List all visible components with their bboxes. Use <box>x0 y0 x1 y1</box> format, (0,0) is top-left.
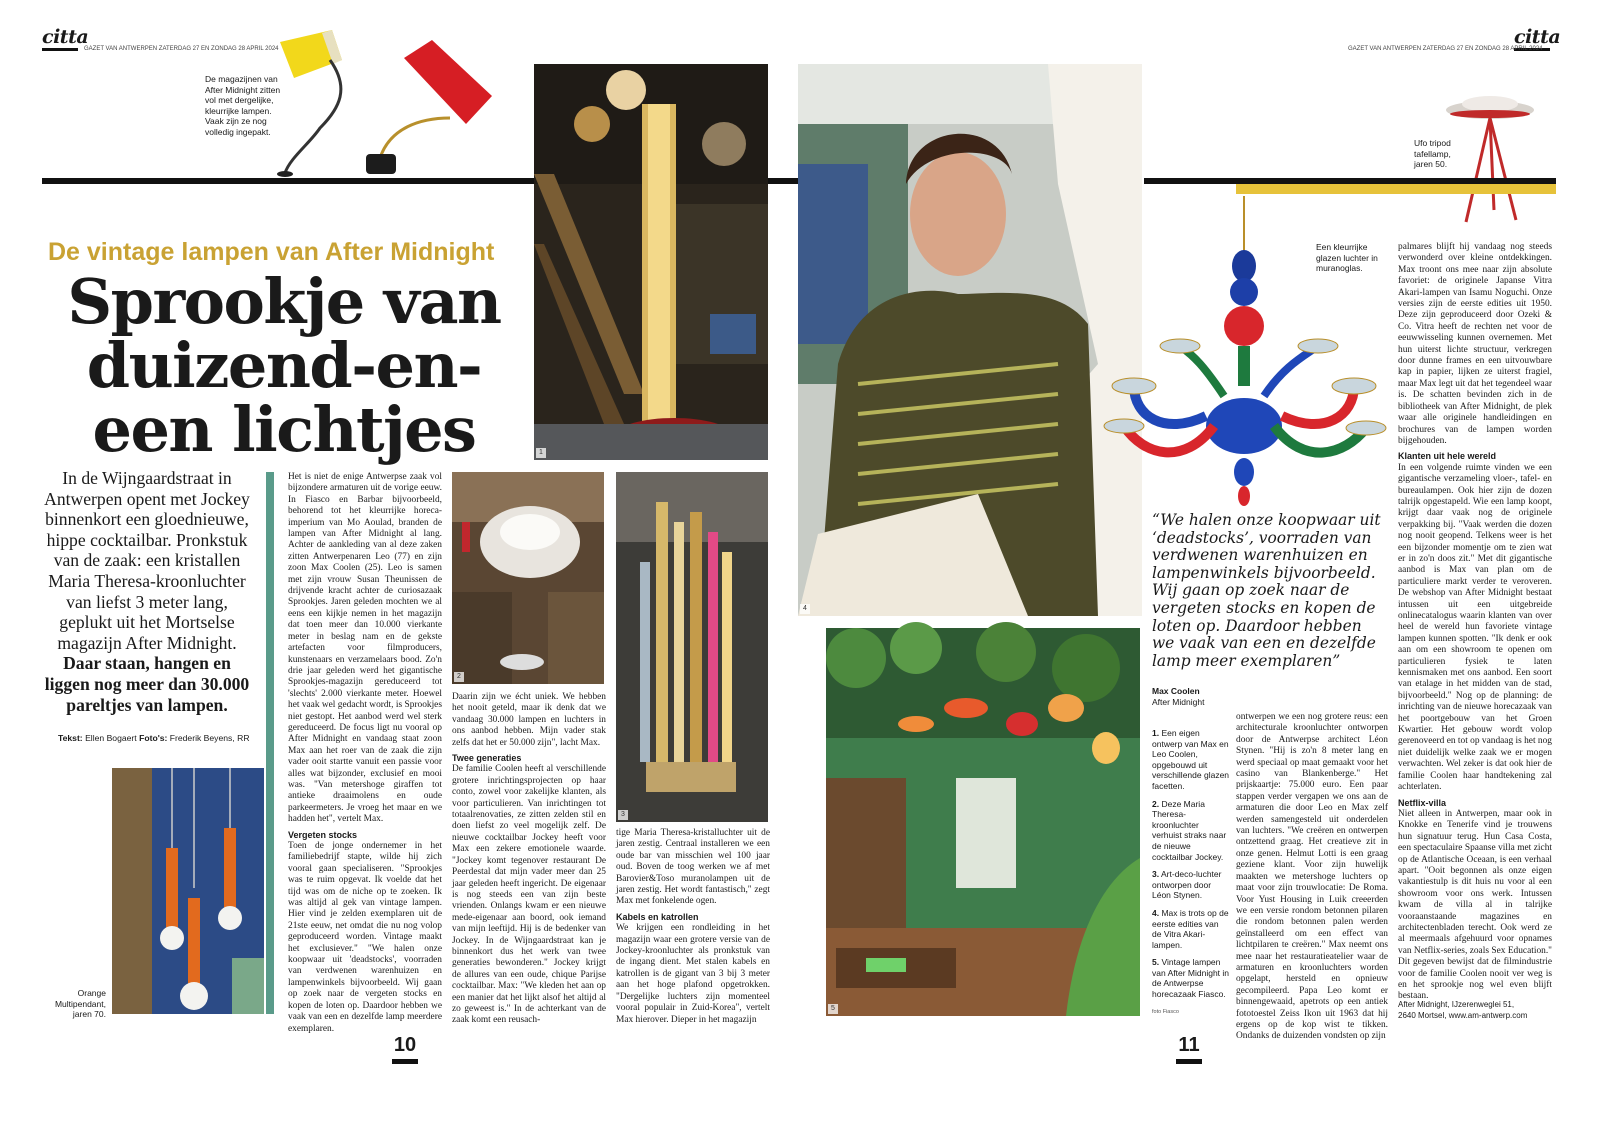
masthead-date-left: GAZET VAN ANTWERPEN ZATERDAG 27 EN ZONDAG 28 APRIL 2024 <box>84 46 279 52</box>
photo-1-warehouse-chandeliers <box>534 64 768 460</box>
legend-item-3: 3. Art-deco-luchter ontworpen door Léon Stynen. <box>1152 869 1222 901</box>
desk-lamps-illustration <box>270 28 500 178</box>
headline: Sprookje van duizend-en-een lichtjes <box>67 265 501 466</box>
legend-item-1: 1. Een eigen ontwerp van Max en Leo Coolen, opgebouwd uit verschillende glazen facetten. <box>1152 728 1230 791</box>
address-line-2: 2640 Mortsel, www.am-antwerp.com <box>1398 1010 1528 1020</box>
orange-pendant-caption: Orange Multipendant, jaren 70. <box>54 988 106 1020</box>
credit-photo-author: Frederik Beyens, RR <box>169 733 250 743</box>
legend-item-4: 4. Max is trots op de eerste edities van de Vitra Akari-lampen. <box>1152 907 1229 950</box>
citta-logo-right: citta <box>1514 26 1561 48</box>
teal-accent-bar <box>266 472 274 1014</box>
photo-4-max-coolen-portrait <box>798 64 1142 616</box>
credit-text-author: Ellen Bogaert <box>85 733 137 743</box>
subhead-klanten-uit-hele-wereld: Klanten uit hele wereld <box>1398 451 1497 462</box>
photo-2-crystal-chandelier <box>452 472 604 684</box>
body-col4-text: ontwerpen we een nog grotere reus: een architecturale kroonluchter ontworpen door de Antwerpse architect Léon Stynen. "Hij is zo'n 8 meter lang en werd speciaal op maat gemaakt voor het casino van Blankenberge." Het prijskaartje: 75.000 euro. Een paar stappen verder vergapen we ons aan de armaturen die door Leo en Max zelf werden samengesteld uit onderdelen van luchters. "We creëren en ontwerpen ontzettend graag. Het creatieve zit in onze genen. Helmut Lotti is een graag geziene klant. Voor zijn huwelijk maakten we metershoge luchters op maat voor zijn trouwlocatie: De Roma. Voor Yust Housing in Luik creeerden we een versie rondom betonnen pilaren die rondom betonnen palen werden geïnstalleerd om een effect van lichtpilaren te creëren." Max neemt ons mee naar het restauratieatelier waar de armaturen en kroonluchters worden opgelapt, hersteld en opnieuw gecompileerd. Papa Leo komt er binnengewaaid, apetrots op een antiek fototoestel Zeiss Ikon uit 1963 dat hij ergens op de kop wist te tikken. Ondanks de duizenden vondsten op zijn <box>1236 712 1388 1042</box>
legend-item-5: 5. Vintage lampen van After Midnight in de Antwerpse horecazaak Fiasco. <box>1152 957 1230 1000</box>
body-col5c-text: Niet alleen in Antwerpen, maar ook in Knokke en Tenerife vind je trouwens hun signatuur terug. Hun Casa Costa, een spectaculaire Spaanse villa met zicht op de Atlantische Oceaan, is een verhaal apart. "Ooit begonnen als onze eigen vakantiestulp is dit huis nu voor al een showroom voor ons werk. Intussen kwam de villa al in talrijke vooraanstaande magazines en architectenbladen terecht. Ook werd ze al meermaals afgehuurd voor opnames van Netflix-series, zoals Sex Education." Dit gegeven bewijst dat de filmindustrie voor de familie Coolen nooit ver weg is en het sprookje nog wel even blijft bestaan. <box>1398 808 1552 1002</box>
photo-legend <box>1152 728 1230 1017</box>
photo-number-2: 2 <box>454 672 464 682</box>
body-column-4 <box>1236 712 1388 1042</box>
logo-underline-left <box>42 48 78 51</box>
legend-note: foto Fiasco <box>1152 1008 1179 1015</box>
body-column-5 <box>1398 242 1552 1002</box>
page-number-right <box>1176 1034 1202 1064</box>
address-line-1: After Midnight, IJzerenweglei 51, <box>1398 1000 1515 1009</box>
subhead-kabels-en-katrollen: Kabels en katrollen <box>616 911 699 922</box>
credit-photo-label: Foto's: <box>139 733 168 743</box>
kicker: De vintage lampen van After Midnight <box>48 238 495 266</box>
intro-bold-text: Daar staan, hangen en liggen nog meer dan 30.000 pareltjes van lampen. <box>44 653 250 715</box>
body-col2-text: Daarin zijn we écht uniek. We hebben het nooit geteld, maar ik denk dat we vandaag 30.000 lampen en luchters in ons aanbod hebben. Mijn vader stak zelfs dat het er 50.000 zijn", lacht Max. <box>452 692 606 748</box>
intro-paragraph <box>40 468 254 715</box>
body-col3-text: tige Maria Theresa-kristalluchter uit de jaren zestig. Centraal installeren we een oude bar van misschien wel 100 jaar oud. Boven de toog werken we af met Barovier&Toso muranolampen uit de jaren zestig. Het wordt fantastisch," zegt Max met fonkelende ogen. <box>616 828 770 907</box>
photo-number-3: 3 <box>618 810 628 820</box>
chandelier-caption: Een kleurrijke glazen luchter in muranoglas. <box>1316 242 1378 274</box>
credits <box>58 733 268 743</box>
address-block <box>1398 1000 1558 1021</box>
body-col2b-text: De familie Coolen heeft al verschillende grotere inrichtingsprojecten op haar conto, zowel voor zakelijke klanten, als voor particulieren. Van inrichtingen tot totaalrenovaties, ze zitten zelden stil en doen liefst zo veel mogelijk zelf. De nieuwe cocktailbar Jockey heeft voor Max een zekere emotionele waarde. "Jockey komt tegenover restaurant De Peerdestal dat mijn vader meer dan 25 jaar geleden heeft ingericht. De eigenaar is nog steeds een van zijn beste vrienden. Onlangs kwam er een nieuwe mede-eigenaar aan boord, ook iemand van mijn leeftijd. Hij is de bedenker van Jockey. In de Wijngaardstraat kan je binnenkort dus het werk van twee generaties bewonderen." Jockey krijgt de allures van een oude, chique Parijse cocktailbar. Max: "We kleden het aan op een manier dat het lijkt alsof het altijd al zo geweest is." In de achterkant van de zaak komt een reusach- <box>452 764 606 1026</box>
quote-attribution <box>1152 686 1272 707</box>
body-column-2 <box>452 692 606 1026</box>
body-col5-text: palmares blijft hij vandaag nog steeds verwonderd over kleine ontdekkingen. Max troont ons mee naar zijn absolute favoriet: de originele Japanse Vitra Akari-lampen van Isamu Noguchi. Onze versies zijn de eerste edities uit 1950. Deze zijn geproduceerd door Ozeki & Co. Vitra heeft de rechten net voor de eeuwwisseling kunnen overnemen. Met hun uiterst lichte structuur, verkregen door dunne frames en een uitvouwbare kap in papier, lijken ze uiterst fragiel, maar Max legt uit dat het tegendeel waar is. De schatten bevinden zich in de bibliotheek van After Midnight, de plek waar alle originele handleidingen en brochures van de lampen worden bijgehouden. <box>1398 242 1552 446</box>
ufo-caption: Ufo tripod tafellamp, jaren 50. <box>1414 138 1451 170</box>
quote-role: After Midnight <box>1152 696 1205 707</box>
body-col5b-text: In een volgende ruimte vinden we een gigantische verzameling vloer-, tafel- en bureaulampen. Ook hier zijn de dozen talrijk opgestapeld. Wie een lamp koopt, krijgt daar vaak nog de originele verpakking bij. "Vaak werden die dozen nog nooit geopend. Telkens weer is het een bijzonder momentje om te zien wat er in zo'n doos zit." Met dit gigantische aanbod is Max van plan om de particuliere markt verder te veroveren. De webshop van After Midnight bestaat intussen uit een uitgebreide onlinecatalogus waarin klanten van over heel de wereld hun favoriete vintage lampen kunnen spotten. "Ik denk er ook aan om een showroom te openen om particulieren fysiek te laten kennismaken met ons aanbod. Een soort van etalage in het midden van de stad, bijvoorbeeld." Nog op de planning: de inrichting van de nieuwe horecazaak van het poortgebouw van het Groen Kwartier. Het gebouw wordt volop gerenoveerd en tot op vandaag is het nog niet duidelijk welke zaak we er mogen verwachten. Wel zeker is dat ook hier de familie Coolen haar handtekening zal achterlaten. <box>1398 462 1552 793</box>
legend-item-2: 2. Deze Maria Theresa-kroonluchter verhuist straks naar de nieuwe cocktailbar Jockey. <box>1152 798 1227 862</box>
photo-orange-multipendant <box>112 768 264 1014</box>
photo-number-4: 4 <box>800 604 810 614</box>
photo-3-art-deco-luchter <box>616 472 768 822</box>
top-lamps-caption: De magazijnen van After Midnight zitten vol met dergelijke, kleurrijke lampen. Vaak zijn ze nog volledig ingepakt. <box>205 74 281 137</box>
credit-text-label: Tekst: <box>58 733 83 743</box>
page-number-right-text: 11 <box>1178 1034 1200 1056</box>
masthead-date-right: GAZET VAN ANTWERPEN ZATERDAG 27 EN ZONDAG 28 APRIL 2024 <box>1348 46 1543 52</box>
subhead-twee-generaties: Twee generaties <box>452 753 522 764</box>
body-column-1 <box>288 472 442 1034</box>
body-col1-text: Het is niet de enige Antwerpse zaak vol bijzondere armaturen uit de vorige eeuw. In Fiasco en Barbar bijvoorbeeld, behorend tot het kleurrijke horeca-imperium van Mo Aoulad, branden de lampen van After Midnight al lang. Achter de aankleding van al deze zaken zitten Antwerpenaren Leo (77) en zijn zoon Max Coolen (25). Leo is samen met zijn vrouw Susan Theunissen de drijvende kracht achter de curiosazaak Sprookjes. Jaren geleden mochten we al eens een kijkje nemen in het magazijn dat toen meer dan 10.000 vierkante meter in beslag nam en de gekste artefacten voor filmproducers, kunstenaars en verzamelaars bood. Zo'n drie jaar geleden werd het gigantische Sprookjes-magazijn gereduceerd tot 'slechts' 2.000 vierkante meter. Hoewel het vaak wel gedacht wordt, is Sprookjes niet gestopt. Het aanbod werd wel sterk gereduceerd. De focus ligt nu vooral op After Midnight en vandaag staat zoon Max aan het roer van de zaak die zijn vader ooit startte vanuit een passie voor alles wat bijzonder, exclusief en mooi was. "Van metershoge giraffen tot antieke draaimolens en oude parkeermeters. Je vroeg het maar en we hadden het", vertelt Max. <box>288 472 442 825</box>
body-col3b-text: We krijgen een rondleiding in het magazijn waar een grotere versie van de Jockey-kroonluchter als pronkstuk van de ingang dient. Met stalen kabels en katrollen is de gigant van 3 bij 3 meter aan het hoge plafond opgetrokken. "Dergelijke luchters zijn momenteel vooral populair in Zuid-Korea", vertelt Max hierover. Dieper in het magazijn <box>616 923 770 1025</box>
citta-logo-left: citta <box>42 26 89 48</box>
page-number-left-text: 10 <box>393 1034 417 1056</box>
pull-quote: “We halen onze koopwaar uit ‘deadstocks’, voorraden van verdwenen warenhuizen en lampenwinkels bijvoorbeeld. Wij gaan op zoek naar de vergeten stocks en kopen de loten op. Daardoor hebben we vaak van een en dezelfde lamp meer exemplaren” <box>1152 511 1381 670</box>
body-column-3 <box>616 828 770 1025</box>
subhead-netflix-villa: Netflix-villa <box>1398 797 1447 808</box>
yellow-accent-bar <box>1236 184 1556 194</box>
photo-5-fiasco-restaurant <box>826 628 1140 1016</box>
page-number-left <box>392 1034 418 1064</box>
subhead-vergeten-stocks: Vergeten stocks <box>288 829 358 840</box>
body-col1b-text: Toen de jonge ondernemer in het familiebedrijf stapte, wilde hij zich vooral gaan specialiseren. "Sprookjes was te ruim opgevat. Ik voelde dat het tijd was om de niche op te zoeken. Ik was altijd al gek van vintage lampen. Hier vind je zelden exemplaren uit de 21ste eeuw, net omdat die nu nog volop geproduceerd worden. Vintage maakt het exclusiever." "We halen onze koopwaar uit 'deadstocks', voorraden van verdwenen warenhuizen en lampenwinkels bijvoorbeeld. Wij gaan op zoek naar de vergeten stocks en kopen de loten op. Daardoor hebben we vaak van een en dezelfde lamp meerdere exemplaren. <box>288 841 442 1034</box>
photo-number-1: 1 <box>536 448 546 458</box>
quote-author: Max Coolen <box>1152 686 1200 696</box>
intro-text: In de Wijngaardstraat in Antwerpen opent met Jockey binnenkort een gloednieuwe, hippe cocktailbar. Pronkstuk van de zaak: een kristallen Maria Theresa-kroonluchter van liefst 3 meter lang, geplukt uit het Mortselse magazijn After Midnight. <box>44 468 250 653</box>
photo-number-5: 5 <box>828 1004 838 1014</box>
